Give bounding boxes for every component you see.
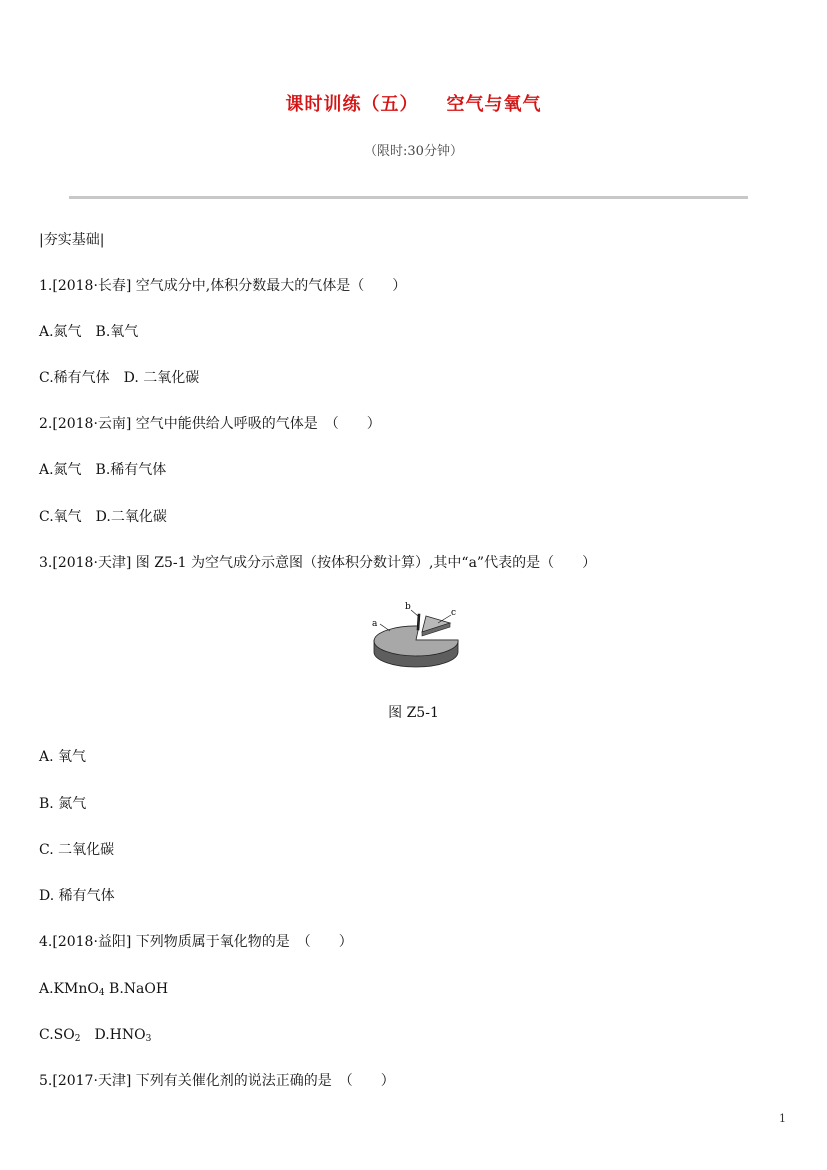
pie-label-b: b bbox=[405, 602, 411, 612]
title-part-1: 课时训练（五） bbox=[285, 94, 419, 115]
pie-slice-a bbox=[374, 626, 458, 656]
air-composition-pie-figure bbox=[360, 596, 470, 676]
question-1-stem: 1.[2018·长春] 空气成分中,体积分数最大的气体是（ ） bbox=[39, 278, 407, 294]
question-3-option-c: C. 二氧化碳 bbox=[39, 842, 115, 858]
question-3-option-d: D. 稀有气体 bbox=[39, 888, 115, 904]
time-limit: （限时:30分钟） bbox=[364, 144, 463, 159]
question-2-options-cd: C.氧气 D.二氧化碳 bbox=[39, 509, 167, 525]
header-divider bbox=[69, 196, 748, 199]
pie-slice-b bbox=[417, 614, 420, 630]
question-1-options-cd: C.稀有气体 D. 二氧化碳 bbox=[39, 370, 200, 386]
title-part-2: 空气与氧气 bbox=[446, 94, 542, 115]
question-3-stem: 3.[2018·天津] 图 Z5-1 为空气成分示意图（按体积分数计算）,其中“a”代表的是（ ） bbox=[39, 555, 597, 571]
question-1-options-ab: A.氮气 B.氧气 bbox=[39, 324, 139, 340]
section-label: |夯实基础| bbox=[39, 232, 105, 248]
question-5-stem: 5.[2017·天津] 下列有关催化剂的说法正确的是 （ ） bbox=[39, 1073, 395, 1089]
page-number: 1 bbox=[779, 1112, 786, 1125]
question-4-stem: 4.[2018·益阳] 下列物质属于氧化物的是 （ ） bbox=[39, 934, 353, 950]
question-3-option-a: A. 氧气 bbox=[39, 749, 87, 765]
page-title bbox=[0, 90, 827, 116]
question-3-option-b: B. 氮气 bbox=[39, 796, 87, 812]
pie-label-c: c bbox=[451, 608, 457, 618]
question-2-stem: 2.[2018·云南] 空气中能供给人呼吸的气体是 （ ） bbox=[39, 416, 381, 432]
question-4-options-cd: $C.SO_2$ $D.HNO_3$ bbox=[39, 1027, 152, 1044]
pie-label-a: a bbox=[372, 619, 378, 629]
question-2-options-ab: A.氮气 B.稀有气体 bbox=[39, 462, 167, 478]
figure-caption: 图 Z5-1 bbox=[388, 705, 439, 721]
question-4-options-ab: A.KMnO$_4$ B.NaOH bbox=[39, 981, 169, 998]
